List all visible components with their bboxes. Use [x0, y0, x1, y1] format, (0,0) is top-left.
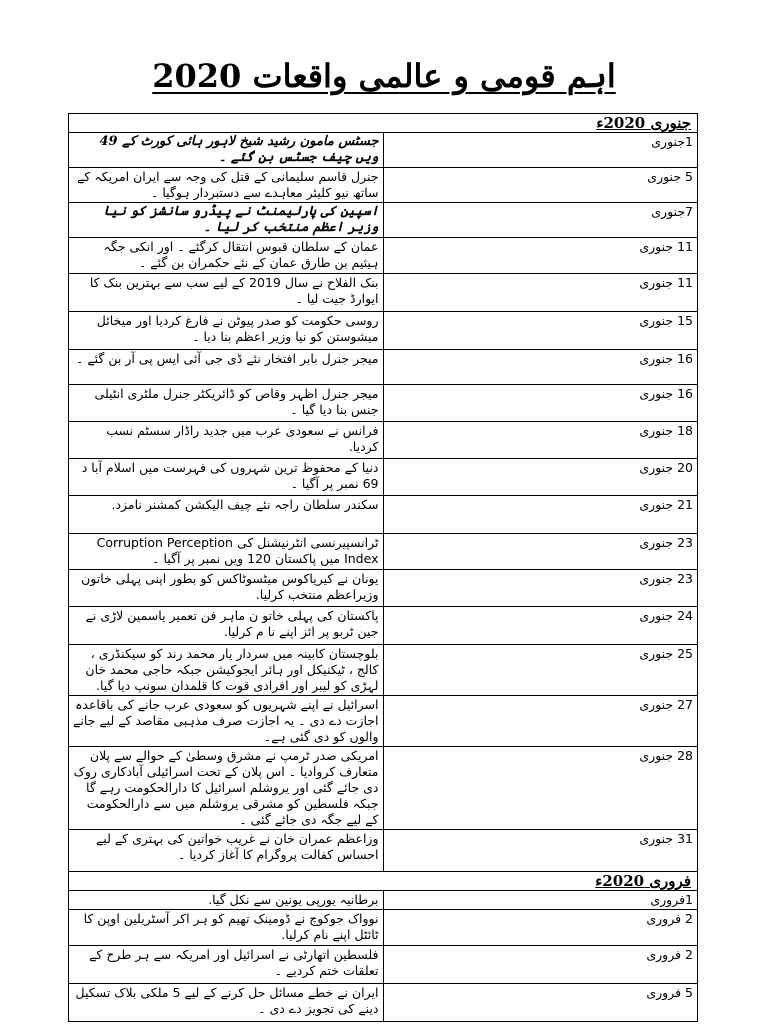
- event-date: 23 جنوری: [383, 534, 698, 570]
- table-row: [69, 133, 698, 168]
- event-date: 1فروری: [383, 891, 698, 910]
- event-text: ایران نے خطے مسائل حل کرنے کے لیے 5 ملکی بلاک تسکیل دینے کی تجویز دے دی ۔: [69, 984, 384, 1022]
- event-text: بنک الفلاح نے سال 2019 کے لیے سب سے بہترین بنک کا ایوارڈ جیت لیا ۔: [69, 274, 384, 312]
- event-date: 31 جنوری: [383, 830, 698, 872]
- month-header-january: [69, 114, 698, 133]
- event-date: 1جنوری: [383, 133, 698, 168]
- month-header-february: [69, 872, 698, 891]
- event-date: 15 جنوری: [383, 312, 698, 350]
- event-date: 7جنوری: [383, 203, 698, 238]
- page-title: [0, 56, 768, 96]
- event-date: 28 جنوری: [383, 747, 698, 830]
- event-date: 21 جنوری: [383, 496, 698, 534]
- table-row: [69, 830, 698, 872]
- event-date: 16 جنوری: [383, 350, 698, 385]
- event-text: میجر جنرل اظہر وقاص کو ڈائریکٹر جنرل ملٹری انٹیلی جنس بنا دیا گیا ۔: [69, 385, 384, 422]
- event-text: برطانیہ یورپی یونین سے نکل گیا.: [69, 891, 384, 910]
- month-heading: جنوری 2020ء: [69, 114, 698, 133]
- table-row: [69, 312, 698, 350]
- events-table: [68, 113, 698, 1022]
- table-row: [69, 696, 698, 747]
- table-row: [69, 422, 698, 459]
- table-row: [69, 168, 698, 203]
- table-row: [69, 496, 698, 534]
- event-text: وزاعظم عمران خان نے غریب خواتین کی بہتری کے لیے احساس کفالت پروگرام کا آغاز کردیا ۔: [69, 830, 384, 872]
- table-row: [69, 946, 698, 984]
- event-text: میجر جنرل بابر افتخار نئے ڈی جی آئی ایس پی آر بن گئے ۔: [69, 350, 384, 385]
- event-date: 5 جنوری: [383, 168, 698, 203]
- event-date: 5 فروری: [383, 984, 698, 1022]
- event-text: دنیا کے محفوظ ترین شہروں کی فہرست میں اسلام آبا د 69 نمبر پر آگیا ۔: [69, 459, 384, 496]
- table-row: [69, 385, 698, 422]
- table-row: [69, 984, 698, 1022]
- event-date: 27 جنوری: [383, 696, 698, 747]
- event-text: امریکی صدر ٹرمپ نے مشرق وسطیٰ کے حوالے سے پلان متعارف کروادیا ۔ اس پلان کے تحت اسرائیلی آبادکاری روک دی جائے گئی اور یروشلم اسرائیل کا دارالحکومت رہے گا جبکہ فلسطین کو مشرقی یروشلم میں سے دارالحکومت کے لیے جگہ دی جائے گئی ۔: [69, 747, 384, 830]
- event-text: اسپین کی پارلیمنٹ نے پیڈرو سانشز کو نیا وزیر اعظم منتخب کر لیا ۔: [69, 203, 384, 238]
- page-title-text: اہم قومی و عالمی واقعات 2020: [152, 57, 616, 95]
- table-row: [69, 570, 698, 607]
- event-date: 16 جنوری: [383, 385, 698, 422]
- table-row: [69, 203, 698, 238]
- event-date: 18 جنوری: [383, 422, 698, 459]
- month-heading: فروری 2020ء: [69, 872, 698, 891]
- table-row: [69, 274, 698, 312]
- event-text: عمان کے سلطان قبوس انتقال کرگئے ۔ اور انکی جگہ ہیثیم بن طارق عمان کے نئے حکمران بن گئے ۔: [69, 238, 384, 274]
- event-text: جسٹس مامون رشید شیخ لاہور ہائی کورٹ کے 49 ویں چیف جسٹس بن گئے ۔: [69, 133, 384, 168]
- event-date: 11 جنوری: [383, 274, 698, 312]
- event-text: نوواک جوکوچ نے ڈومینک تھیم کو ہر اکر آسٹریلین اوپن کا ٹائٹل اپنے نام کرلیا.: [69, 910, 384, 946]
- event-date: 23 جنوری: [383, 570, 698, 607]
- event-text: روسی حکومت کو صدر پیوٹن نے فارغ کردیا اور میخائل میشوستن کو نیا وزیر اعظم بنا دیا ۔: [69, 312, 384, 350]
- event-date: 20 جنوری: [383, 459, 698, 496]
- event-date: 2 فروری: [383, 946, 698, 984]
- table-row: [69, 238, 698, 274]
- table-row: [69, 891, 698, 910]
- table-row: [69, 350, 698, 385]
- event-text: اسرائیل نے اپنے شہریوں کو سعودی عرب جانے کی باقاعدہ اجازت دے دی ۔ یہ اجازت صرف مذہبی مقاصد کے لیے جانے والوں کو دی گئی ہے۔: [69, 696, 384, 747]
- table-row: [69, 910, 698, 946]
- table-row: [69, 747, 698, 830]
- event-date: 24 جنوری: [383, 607, 698, 645]
- event-text: فرانس نے سعودی عرب میں جدید راڈار سسٹم نسب کردیا.: [69, 422, 384, 459]
- event-date: 25 جنوری: [383, 645, 698, 696]
- event-text: پاکستان کی پہلی خاتو ن ماہر فن تعمیر یاسمین لاڑی نے جین ٹربو پر ائز اپنے نا م کرلیا.: [69, 607, 384, 645]
- event-text: یونان نے کیریاکوس میٹسوٹاکس کو بطور اپنی پہلی خاتون وزیراعظم منتخب کرلیا.: [69, 570, 384, 607]
- table-row: [69, 607, 698, 645]
- event-text: فلسطین اتھارٹی نے اسرائیل اور امریکہ سے ہر طرح کے تعلقات ختم کردیے ۔: [69, 946, 384, 984]
- event-date: 2 فروری: [383, 910, 698, 946]
- event-text: سکندر سلطان راجہ نئے چیف الیکشن کمشنر نامزد.: [69, 496, 384, 534]
- table-row: [69, 534, 698, 570]
- event-text: بلوچستان کابینہ میں سردار یار محمد رند کو سیکنڈری ، کالج ، ٹیکنیکل اور ہائر ایجوکیشن جبکہ حاجی محمد خان لہڑی کو لیبر اور افرادی قوت کا قلمدان سونپ دیا گیا.: [69, 645, 384, 696]
- table-row: [69, 459, 698, 496]
- table-row: [69, 645, 698, 696]
- event-date: 11 جنوری: [383, 238, 698, 274]
- event-text: جنرل قاسم سلیمانی کے قتل کی وجہ سے ایران امریکہ کے ساتھ نیو کلیئر معاہدے سے دستبردار ہوگیا ۔: [69, 168, 384, 203]
- event-text: ٹرانسپیرنسی انٹرنیشنل کی Corruption Perception Index میں پاکستان 120 ویں نمبر پر آگیا ۔: [69, 534, 384, 570]
